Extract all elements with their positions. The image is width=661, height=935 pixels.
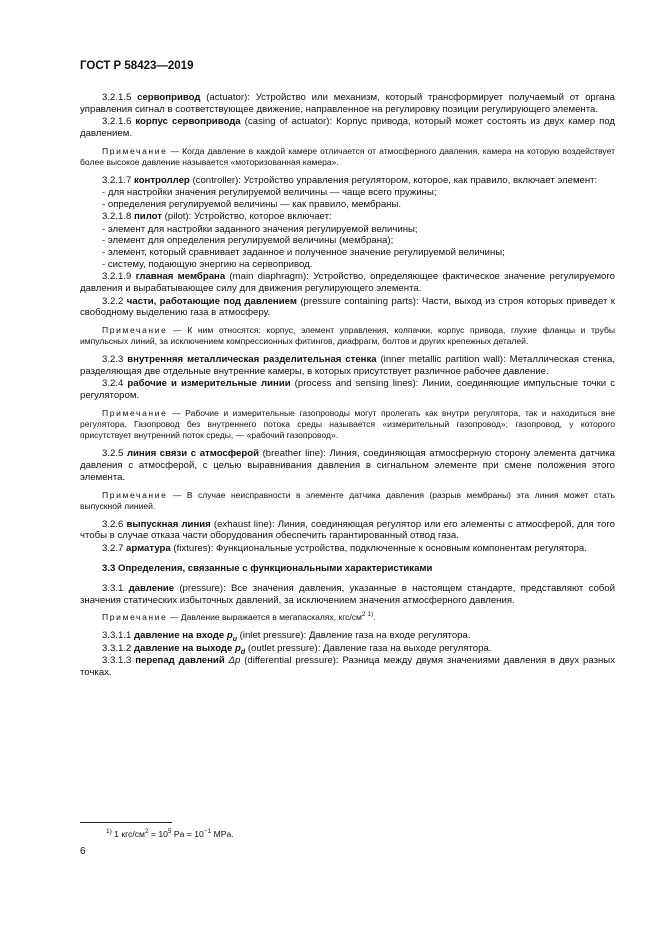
definition-item: 3.2.6 выпускная линия (exhaust line): Линия, соединяющая регулятор или его элементы с атмосферой, для того чтобы в случае отказа части оборудования обеспечить гарантированный отвод газа. [80,518,616,542]
list-item: - элемент, который сравнивает заданное и полученное значение регулируемой величины; [102,247,505,259]
list-item: - определения регулируемой величины — как правило, мембраны. [102,199,402,211]
note: Примечание — Давление выражается в мегапаскалях, кгс/$см^{2 1)}$. [102,611,376,623]
definition-item: 3.2.1.5 сервопривод (actuator): Устройство или механизм, который трансформирует получаемый от органа управления сигнал в соответствующее движение, направленное на регулировку позиции регулирующего элемента. [80,92,615,115]
definition-item: 3.3.1 давление (pressure): Все значения давления, указанные в настоящем стандарте, представляют собой значения статических избыточных давлений, за исключением значения атмосферного давления. [80,582,615,606]
definition-item: 3.2.5 линия связи с атмосферой (breather line): Линия, соединяющая атмосферную сторону элемента датчика давления с атмосферой, с целью выравнивания давления в сигнальном элементе при смене положения этого элемента. [80,447,615,483]
definition-item: 3.2.3 внутренняя металлическая разделительная стенка (inner metallic partition wall): Металлическая стенка, разделяющая две отдельные внутренние камеры, в которых присутствует различное рабочее давление. [80,354,616,378]
definition-item: 3.3.1.1 давление на входе $p_u$ (inlet pressure): Давление газа на входе регулятора. [102,630,471,644]
list-item: - систему, подающую энергию на сервопривод. [102,259,313,271]
definition-item: 3.2.1.6 корпус сервопривода (casing of actuator): Корпус привода, который может состоять из двух камер под давлением. [80,116,615,140]
footnote: $^{1)}$ 1 кгс/$см^2 = 10^5$ $Pa = 10^{-1}$ MPa. [106,828,234,839]
list-item: - элемент для настройки заданного значения регулируемой величины; [102,223,418,235]
document-body [80,92,615,679]
section-heading: 3.3 Определения, связанные с функциональными характеристиками [102,562,433,574]
definition-item: 3.2.1.8 пилот (pilot): Устройство, которое включает: [102,211,332,223]
note: Примечание — Рабочие и измерительные газопроводы могут пролегать как внутри регулятора, так и находиться вне регулятора. Газопровод без внутреннего потока среды называется «измерительный газопровод»; газопровод, у которого присутствует внутренний поток среды, — «рабочий газопровод». [80,408,615,441]
footnote-separator [80,822,172,823]
definition-item: 3.3.1.2 давление на выходе $p_d$ (outlet pressure): Давление газа на выходе регулятора. [102,642,492,656]
definition-item: 3.2.2 части, работающие под давлением (pressure containing parts): Части, выход из строя которых приведет к свободному выделению газа в атмосферу. [80,295,615,319]
document-header: ГОСТ Р 58423—2019 [80,60,194,72]
definition-item: 3.2.1.7 контроллер (controller): Устройство управления регулятором, которое, как правило, включает элемент: [102,174,598,186]
note: Примечание — К ним относятся: корпус, элемент управления, колпачки, корпус привода, глухие фланцы и трубы импульсных линий, за исключением компрессионных фитингов, диафрагм, болтов и других крепежных деталей. [80,325,615,347]
definition-item: 3.2.1.9 главная мембрана (main diaphragm): Устройство, определяющее фактическое значение регулируемого давления и вырабатывающее силу для движения регулирующего элемента. [80,271,616,295]
list-item: - элемент для определения регулируемой величины (мембрана); [102,235,394,247]
note: Примечание — В случае неисправности в элементе датчика давления (разрыв мембраны) эта линия может стать выпускной линией. [80,489,615,511]
definition-item: 3.3.1.3 перепад давлений Δp (differential pressure): Разница между двумя значениями давления в двух разных точках. [80,655,615,679]
definition-item: 3.2.4 рабочие и измерительные линии (process and sensing lines): Линии, соединяющие импульсные точки с регулятором. [80,378,615,402]
definition-item: 3.2.7 арматура (fixtures): Функциональные устройства, подключенные к основным компонентам регулятора. [102,542,587,554]
list-item: - для настройки значения регулируемой величины — чаще всего пружины; [102,187,437,199]
note: Примечание — Когда давление в каждой камере отличается от атмосферного давления, камера на которую воздействует более высокое давление называется «моторизованная камера». [80,146,615,168]
page-number: 6 [80,846,86,857]
